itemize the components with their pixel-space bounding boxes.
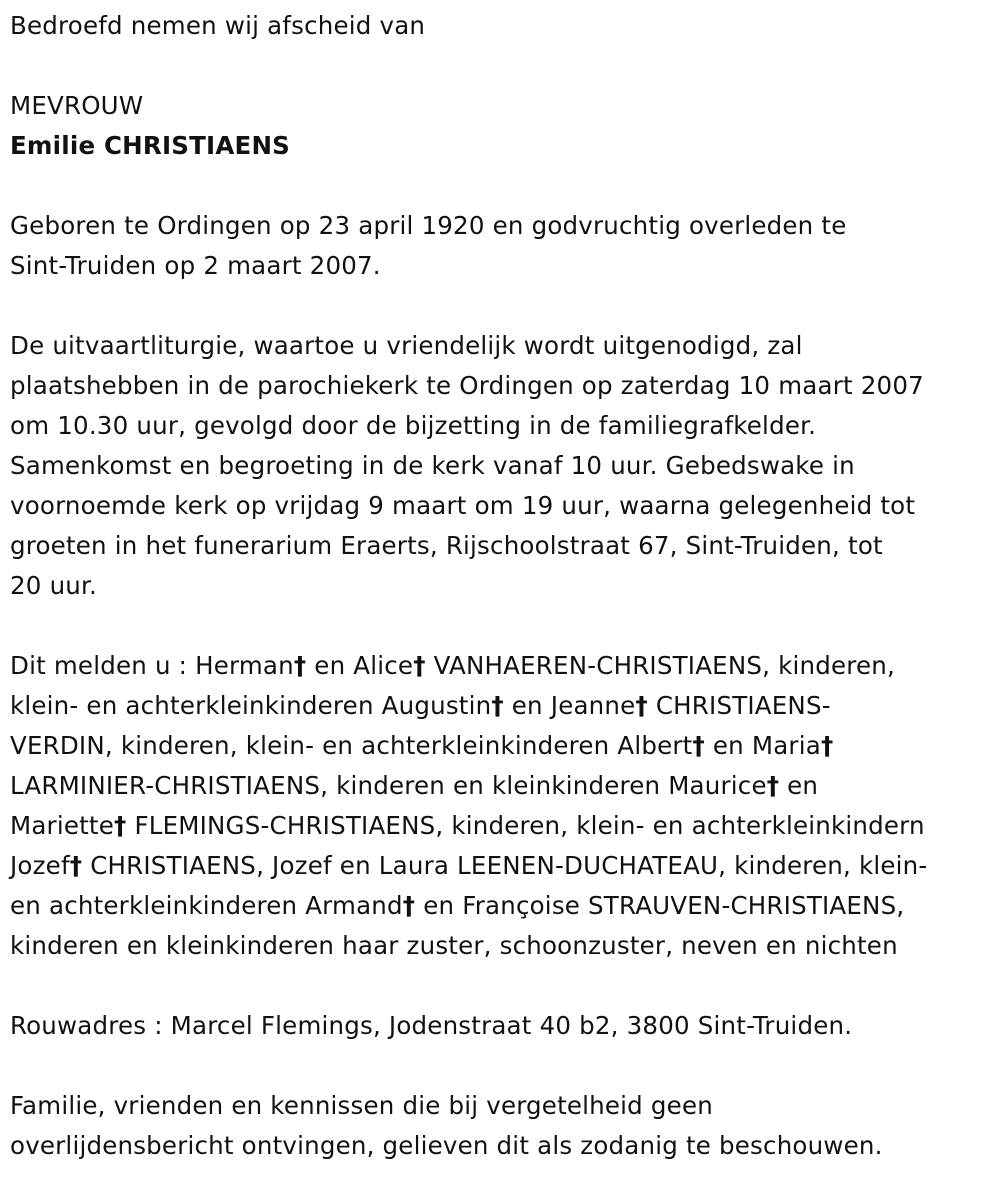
family-text: Jozef [10, 851, 70, 880]
cross-icon: † [820, 731, 834, 760]
family-text: VANHAEREN-CHRISTIAENS, kinderen, [425, 651, 895, 680]
family-text: en achterkleinkinderen Armand [10, 891, 403, 920]
family-text: en Françoise STRAUVEN-CHRISTIAENS, [415, 891, 905, 920]
funeral-line: De uitvaartliturgie, waartoe u vriendelijk wordt uitgenodigd, zal [10, 331, 803, 360]
spacer [10, 46, 995, 86]
cross-icon: † [413, 651, 426, 680]
funeral-line: om 10.30 uur, gevolgd door de bijzetting in de familiegrafkelder. [10, 411, 817, 440]
funeral-paragraph [10, 326, 995, 606]
intro-text: Bedroefd nemen wij afscheid van [10, 11, 426, 40]
family-line: kinderen en kleinkinderen haar zuster, schoonzuster, neven en nichten [10, 931, 898, 960]
funeral-line: 20 uur. [10, 571, 98, 600]
cross-icon: † [692, 731, 705, 760]
family-line [10, 766, 995, 806]
family-text: Dit melden u : Herman [10, 651, 294, 680]
honorific-title: MEVROUW [10, 91, 144, 120]
funeral-line: plaatshebben in de parochiekerk te Ordingen op zaterdag 10 maart 2007 [10, 371, 924, 400]
family-text: FLEMINGS-CHRISTIAENS, kinderen, klein- en achterkleinkindern [126, 811, 925, 840]
family-line [10, 846, 995, 886]
cross-icon: † [766, 771, 780, 800]
death-notice [10, 6, 995, 1166]
spacer [10, 286, 995, 326]
mourning-address: Rouwadres : Marcel Flemings, Jodenstraat 40 b2, 3800 Sint-Truiden. [10, 1011, 853, 1040]
family-text: CHRISTIAENS, Jozef en Laura LEENEN-DUCHATEAU, kinderen, klein- [82, 851, 928, 880]
cross-icon: † [69, 851, 83, 880]
family-text: en Maria [704, 731, 821, 760]
birth-death-line: Geboren te Ordingen op 23 april 1920 en godvruchtig overleden te [10, 211, 847, 240]
cross-icon: † [114, 811, 127, 840]
birth-death-line: Sint-Truiden op 2 maart 2007. [10, 251, 381, 280]
cross-icon: † [402, 891, 416, 920]
closing-paragraph [10, 1086, 995, 1166]
funeral-line: voornoemde kerk op vrijdag 9 maart om 19 uur, waarna gelegenheid tot [10, 491, 916, 520]
spacer [10, 1046, 995, 1086]
family-text: LARMINIER-CHRISTIAENS, kinderen en kleinkinderen Maurice [10, 771, 767, 800]
family-line [10, 686, 995, 726]
family-text: klein- en achterkleinkinderen Augustin [10, 691, 492, 720]
birth-death-paragraph [10, 206, 995, 286]
family-text: CHRISTIAENS- [647, 691, 831, 720]
family-text: en Alice [306, 651, 414, 680]
family-text: VERDIN, kinderen, klein- en achterkleinkinderen Albert [10, 731, 693, 760]
family-text: en Jeanne [503, 691, 636, 720]
spacer [10, 966, 995, 1006]
deceased-name: Emilie CHRISTIAENS [10, 131, 290, 160]
family-text: en [779, 771, 819, 800]
family-line [10, 806, 995, 846]
family-text: Mariette [10, 811, 114, 840]
funeral-line: Samenkomst en begroeting in de kerk vanaf 10 uur. Gebedswake in [10, 451, 855, 480]
family-line [10, 886, 995, 926]
funeral-line: groeten in het funerarium Eraerts, Rijschoolstraat 67, Sint-Truiden, tot [10, 531, 883, 560]
cross-icon: † [293, 651, 307, 680]
family-line [10, 726, 995, 766]
cross-icon: † [635, 691, 648, 720]
cross-icon: † [491, 691, 504, 720]
closing-line: Familie, vrienden en kennissen die bij vergetelheid geen [10, 1091, 713, 1120]
spacer [10, 606, 995, 646]
spacer [10, 166, 995, 206]
family-paragraph [10, 646, 995, 966]
closing-line: overlijdensbericht ontvingen, gelieven dit als zodanig te beschouwen. [10, 1131, 883, 1160]
family-line [10, 646, 995, 686]
